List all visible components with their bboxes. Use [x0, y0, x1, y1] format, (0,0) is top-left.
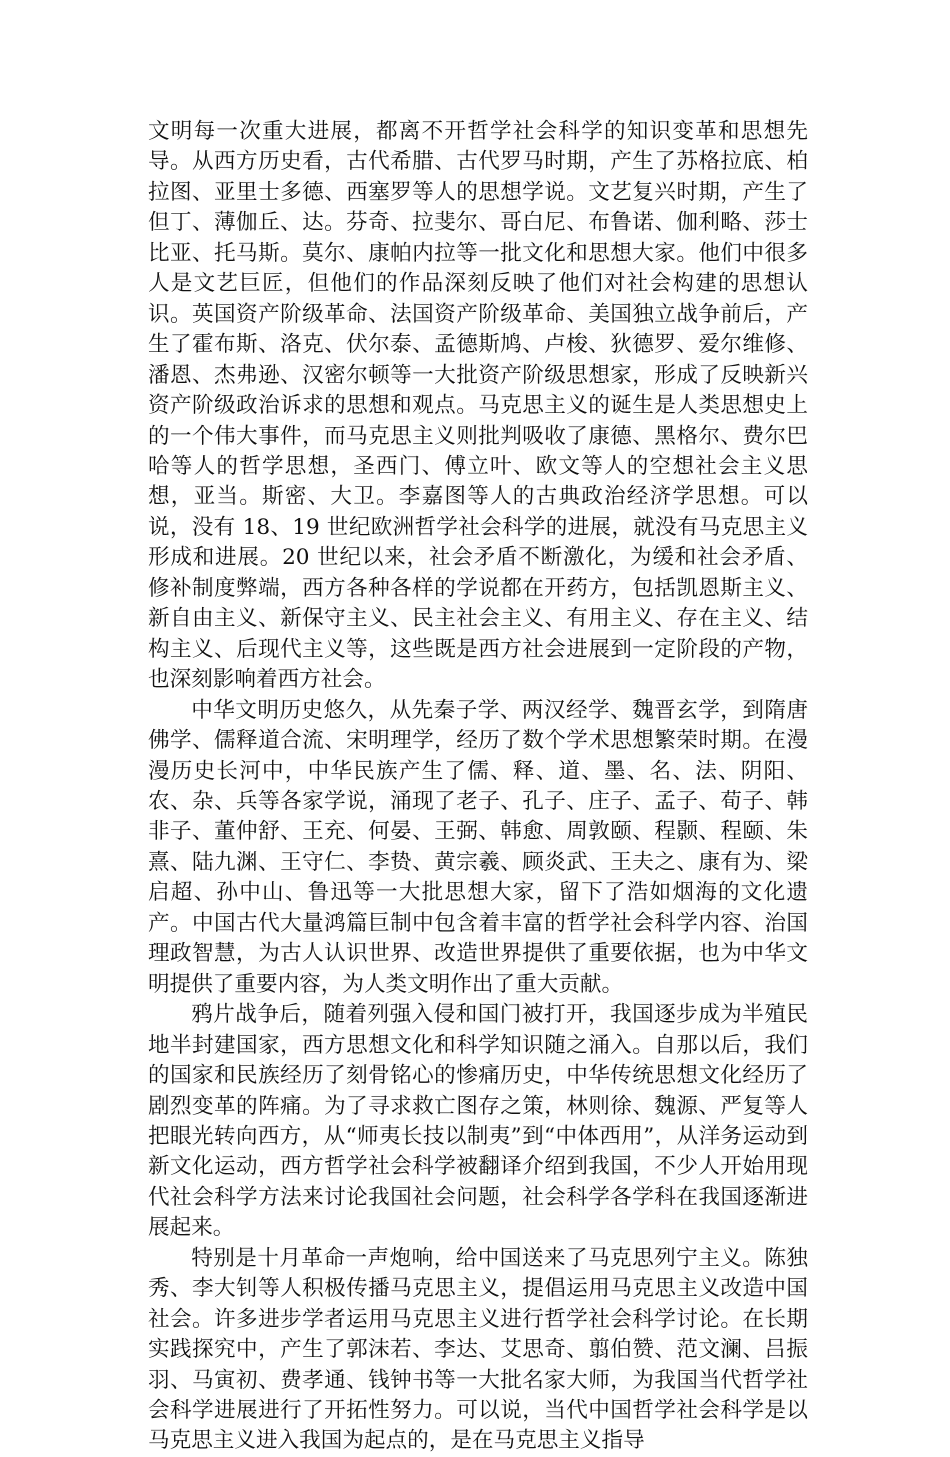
document-body [148, 117, 808, 1457]
paragraph-western-history: 文明每一次重大进展，都离不开哲学社会科学的知识变革和思想先导。从西方历史看，古代希腊、古代罗马时期，产生了苏格拉底、柏拉图、亚里士多德、西塞罗等人的思想学说。文艺复兴时期，产生了但丁、薄伽丘、达。芬奇、拉斐尔、哥白尼、布鲁诺、伽利略、莎士比亚、托马斯。莫尔、康帕内拉等一批文化和思想大家。他们中很多人是文艺巨匠，但他们的作品深刻反映了他们对社会构建的思想认识。英国资产阶级革命、法国资产阶级革命、美国独立战争前后，产生了霍布斯、洛克、伏尔泰、孟德斯鸠、卢梭、狄德罗、爱尔维修、潘恩、杰弗逊、汉密尔顿等一大批资产阶级思想家，形成了反映新兴资产阶级政治诉求的思想和观点。马克思主义的诞生是人类思想史上的一个伟大事件，而马克思主义则批判吸收了康德、黑格尔、费尔巴哈等人的哲学思想，圣西门、傅立叶、欧文等人的空想社会主义思想，亚当。斯密、大卫。李嘉图等人的古典政治经济学思想。可以说，没有 18、19 世纪欧洲哲学社会科学的进展，就没有马克思主义形成和进展。20 世纪以来，社会矛盾不断激化，为缓和社会矛盾、修补制度弊端，西方各种各样的学说都在开药方，包括凯恩斯主义、新自由主义、新保守主义、民主社会主义、有用主义、存在主义、结构主义、后现代主义等，这些既是西方社会进展到一定阶段的产物，也深刻影响着西方社会。 [148, 119, 808, 693]
paragraph-october-revolution: 特别是十月革命一声炮响，给中国送来了马克思列宁主义。陈独秀、李大钊等人积极传播马克思主义，提倡运用马克思主义改造中国社会。许多进步学者运用马克思主义进行哲学社会科学讨论。在长期实践探究中，产生了郭沫若、李达、艾思奇、翦伯赞、范文澜、吕振羽、马寅初、费孝通、钱钟书等一大批名家大师，为我国当代哲学社会科学进展进行了开拓性努力。可以说，当代中国哲学社会科学是以马克思主义进入我国为起点的，是在马克思主义指导 [148, 1245, 808, 1454]
paragraph-opium-war: 鸦片战争后，随着列强入侵和国门被打开，我国逐步成为半殖民地半封建国家，西方思想文化和科学知识随之涌入。自那以后，我们的国家和民族经历了刻骨铭心的惨痛历史，中华传统思想文化经历了剧烈变革的阵痛。为了寻求救亡图存之策，林则徐、魏源、严复等人把眼光转向西方，从“师夷长技以制夷”到“中体西用”，从洋务运动到新文化运动，西方哲学社会科学被翻译介绍到我国，不少人开始用现代社会科学方法来讨论我国社会问题，社会科学各学科在我国逐渐进展起来。 [148, 1002, 808, 1241]
paragraph-chinese-civilization: 中华文明历史悠久，从先秦子学、两汉经学、魏晋玄学，到隋唐佛学、儒释道合流、宋明理学，经历了数个学术思想繁荣时期。在漫漫历史长河中，中华民族产生了儒、释、道、墨、名、法、阴阳、农、杂、兵等各家学说，涌现了老子、孔子、庄子、孟子、荀子、韩非子、董仲舒、王充、何晏、王弼、韩愈、周敦颐、程颢、程颐、朱熹、陆九渊、王守仁、李贽、黄宗羲、顾炎武、王夫之、康有为、梁启超、孙中山、鲁迅等一大批思想大家，留下了浩如烟海的文化遗产。中国古代大量鸿篇巨制中包含着丰富的哲学社会科学内容、治国理政智慧，为古人认识世界、改造世界提供了重要依据，也为中华文明提供了重要内容，为人类文明作出了重大贡献。 [148, 697, 808, 997]
